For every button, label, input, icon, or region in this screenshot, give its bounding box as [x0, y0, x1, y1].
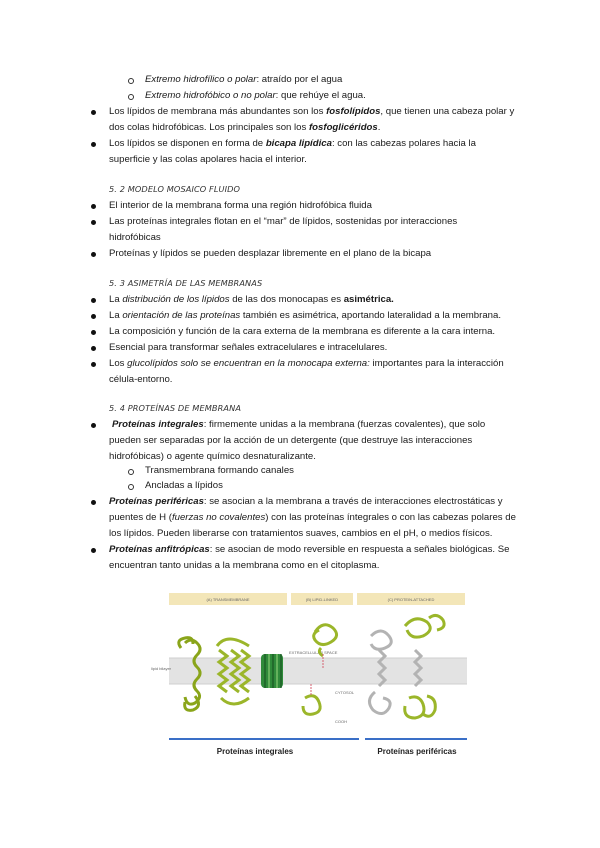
paragraph-line	[109, 294, 394, 306]
bullet-marker	[91, 548, 96, 553]
text: .	[377, 122, 381, 133]
paragraph-line: superficie y las colas apolares hacia el interior.	[109, 154, 307, 165]
bullet-marker	[91, 252, 96, 257]
paragraph-line: Esencial para transformar señales extracelulares e intracelulares.	[109, 342, 388, 353]
text: : con las cabezas polares hacia la	[331, 138, 476, 149]
integral-proteins-bar	[169, 738, 359, 740]
sub-bullet-marker	[128, 484, 134, 490]
text: puentes de H (	[109, 512, 172, 523]
paragraph-line: hidrofóbicas) o agente químico desnaturalizante.	[109, 451, 316, 462]
paragraph-line	[109, 122, 380, 134]
bullet-marker	[91, 142, 96, 147]
panel-label-a: (A) TRANSMEMBRANE	[206, 597, 250, 602]
caption-integrales: Proteínas integrales	[216, 747, 294, 756]
bullet-marker	[91, 362, 96, 367]
paragraph-line: pueden ser separadas por la acción de un detergente (que destruye las interacciones	[109, 435, 473, 446]
text: Los lípidos se disponen en forma de	[109, 138, 266, 149]
text: Los lípidos de membrana más abundantes son los	[109, 106, 327, 117]
cooh-label: COOH	[335, 719, 347, 724]
extracellular-label: EXTRACELLULAR SPACE	[289, 650, 338, 655]
text: también es asimétrica, aportando lateralidad a la membrana.	[240, 310, 501, 321]
paragraph-line	[109, 496, 503, 508]
text: : se asocian de modo reversible en respuesta a señales biológicas. Se	[209, 544, 510, 555]
text: que rehúye el agua.	[281, 90, 366, 101]
text: importantes para la interacción	[369, 358, 504, 369]
paragraph-line	[109, 310, 501, 322]
bilayer-label: lipid bilayer	[151, 666, 172, 671]
membrane-proteins-figure	[151, 588, 469, 764]
bullet-marker	[91, 204, 96, 209]
paragraph-line: Proteínas y lípidos se pueden desplazar libremente en el plano de la bicapa	[109, 248, 432, 259]
paragraph-line: encuentran tanto unidas a la membrana como en el citoplasma.	[109, 560, 380, 571]
sub-bullet-marker	[128, 78, 134, 84]
panel-label-c: (C) PROTEIN-ATTACHED	[387, 597, 435, 602]
text: , que tienen una cabeza polar y	[380, 106, 515, 117]
separator: :	[275, 90, 281, 101]
bullet-marker	[91, 314, 96, 319]
sub-bullet-marker	[128, 469, 134, 475]
bullet-marker	[91, 346, 96, 351]
text: dos colas hidrofóbicas. Los principales son los	[109, 122, 309, 133]
text: La	[109, 310, 123, 321]
term: Proteínas anfitrópicas	[109, 544, 210, 555]
bullet-marker	[91, 110, 96, 115]
paragraph-line	[109, 138, 476, 150]
cytosol-label: CYTOSOL	[335, 690, 355, 695]
bullet-marker	[91, 330, 96, 335]
sub-bullet-marker	[128, 94, 134, 100]
separator: :	[256, 74, 262, 85]
text: ) con las proteínas íntegrales o con las cabezas polares de	[265, 512, 516, 523]
transmembrane-protein	[217, 639, 249, 704]
bullet-marker	[91, 220, 96, 225]
text: La	[109, 294, 123, 305]
term: distribución de los lípidos	[122, 294, 230, 305]
term: Extremo hidrofóbico o no polar	[145, 90, 276, 101]
list-item: Ancladas a lípidos	[145, 480, 223, 491]
lipid-linked-protein	[303, 696, 320, 715]
paragraph-line: hidrofóbicas	[109, 232, 161, 243]
term: orientación de las proteínas	[122, 310, 241, 321]
list-item: Transmembrana formando canales	[145, 465, 294, 476]
paragraph-line: La composición y función de la cara externa de la membrana es diferente a la cara interna.	[109, 326, 496, 337]
paragraph-line	[109, 512, 516, 524]
paragraph-line	[112, 419, 485, 431]
paragraph-line: célula-entorno.	[109, 374, 173, 385]
text: de las dos monocapas es	[229, 294, 344, 305]
bullet-marker	[91, 423, 96, 428]
text: Los	[109, 358, 128, 369]
bullet-marker	[91, 500, 96, 505]
section-heading: 5. 2 MODELO MOSAICO FLUIDO	[109, 184, 241, 194]
paragraph-line: los lípidos. Pueden liberarse con tratamientos suaves, cambios en el pH, o medios físicos.	[109, 528, 493, 539]
paragraph-line	[109, 106, 514, 118]
caption-perifericas: Proteínas periféricas	[377, 747, 457, 756]
term: Proteínas integrales	[112, 419, 204, 430]
paragraph-line: El interior de la membrana forma una región hidrofóbica fluida	[109, 200, 372, 211]
term: fosfolípidos	[326, 106, 381, 117]
list-item	[145, 90, 366, 102]
bullet-marker	[91, 298, 96, 303]
list-item	[145, 74, 342, 86]
term: fuerzas no covalentes	[171, 512, 266, 523]
peripheral-proteins-bar	[365, 738, 467, 740]
term: glucolípidos solo se encuentran en la monocapa externa:	[127, 358, 370, 369]
term: Extremo hidrofílico o polar	[145, 74, 257, 85]
term: asimétrica.	[343, 294, 394, 305]
term: bicapa lipídica	[265, 138, 332, 149]
panel-label-b: (B) LIPID-LINKED	[305, 597, 339, 602]
text: atraído por el agua	[261, 74, 343, 85]
term: Proteínas periféricas	[109, 496, 204, 507]
paragraph-line: Las proteínas integrales flotan en el “mar” de lípidos, sostenidas por interacciones	[109, 216, 458, 227]
section-heading: 5. 3 ASIMETRÍA DE LAS MEMBRANAS	[109, 278, 263, 288]
paragraph-line	[109, 544, 509, 556]
section-heading: 5. 4 PROTEÍNAS DE MEMBRANA	[109, 403, 242, 413]
paragraph-line	[109, 358, 504, 370]
text: : firmemente unidas a la membrana (fuerzas covalentes), que solo	[203, 419, 486, 430]
text: : se asocian a la membrana a través de interacciones electrostáticas y	[203, 496, 503, 507]
beta-barrel-channel	[261, 654, 283, 688]
term: fosfoglicéridos	[308, 122, 378, 133]
